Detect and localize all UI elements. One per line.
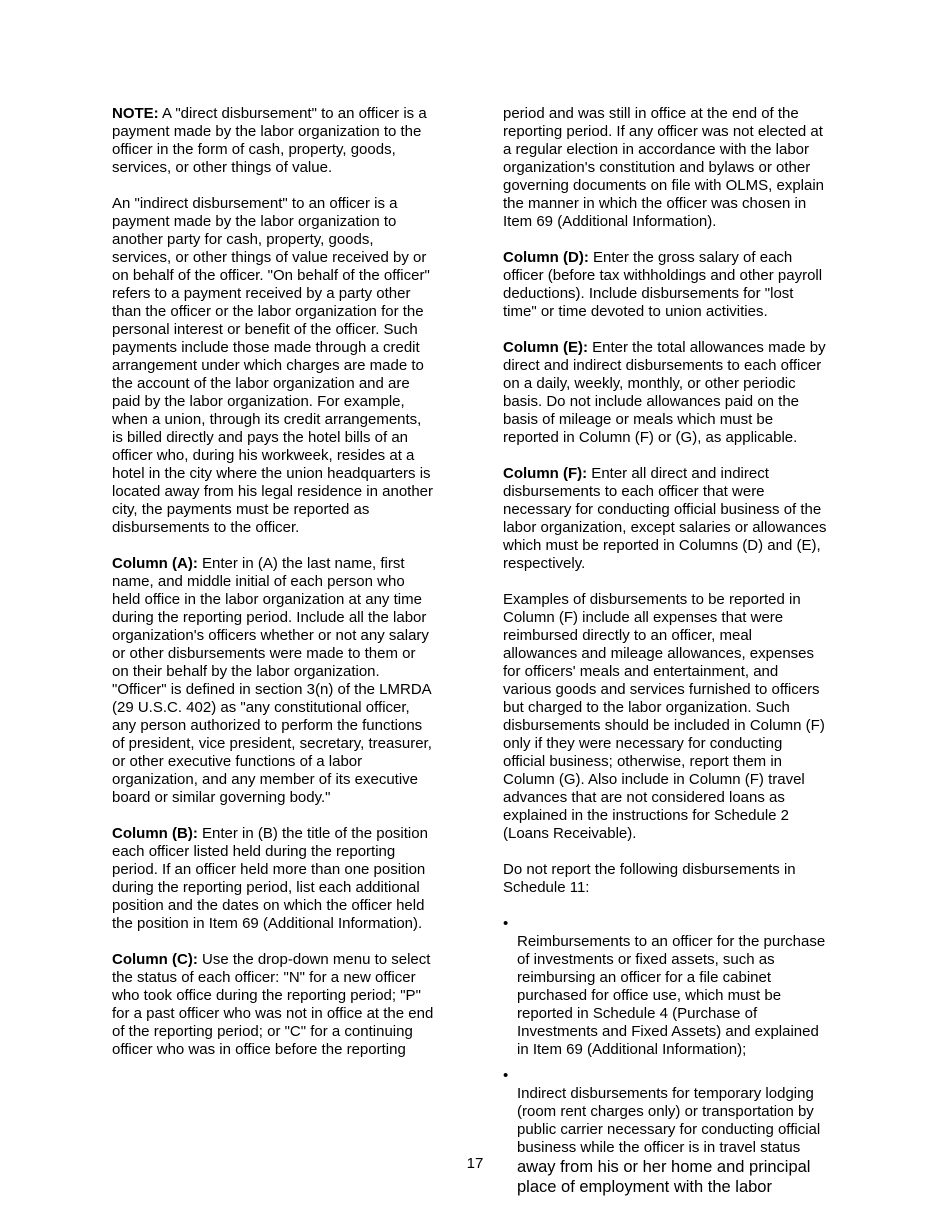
column-e-text: Enter the total allowances made by direct and indirect disbursements to each officer on a daily, weekly, monthly, or other periodic basis. Do not include allowances paid on the basis of mileage or meals which must be reported in Column (F) or (G), as applicable. bbox=[503, 339, 826, 446]
column-d-paragraph bbox=[503, 249, 841, 321]
examples-paragraph bbox=[503, 591, 841, 843]
column-c-text: Use the drop-down menu to select the status of each officer: "N" for a new officer who took office during the reporting period; "P" for a past officer who was not in office at the end of the reporting period; or "C" for a continuing officer who was in office before the reporting bbox=[112, 951, 434, 1058]
do-not-report-paragraph bbox=[503, 861, 841, 897]
note-paragraph bbox=[112, 105, 450, 177]
note-text: A "direct disbursement" to an officer is a payment made by the labor organization to the officer in the form of cash, property, goods, services, or other things of value. bbox=[112, 105, 427, 176]
left-column bbox=[112, 105, 450, 1077]
list-item bbox=[503, 915, 841, 1059]
column-a-paragraph bbox=[112, 555, 450, 807]
indirect-disbursement-text: An "indirect disbursement" to an officer is a payment made by the labor organization to another party for cash, property, goods, services, or other things of value received by or on behalf of the officer. "On behalf of the officer" refers to a payment received by a party other than the officer or the labor organization for the personal interest or benefit of the officer. Such payments include those made through a credit arrangement under which charges are made to the account of the labor organization and are paid by the labor organization. For example, when a union, through its credit arrangements, is billed directly and pays the hotel bills of an officer who, during his workweek, resides at a hotel in the city where the union headquarters is located away from his legal residence in another city, the payments must be reported as disbursements to the officer. bbox=[112, 195, 434, 536]
column-f-text: Enter all direct and indirect disbursements to each officer that were necessary for conducting official business of the labor organization, except salaries or allowances which must be reported in Columns (D) and (E), respectively. bbox=[503, 465, 827, 572]
column-e-paragraph bbox=[503, 339, 841, 447]
column-a-lead: Column (A): bbox=[112, 555, 198, 572]
column-f-paragraph bbox=[503, 465, 841, 573]
column-b-paragraph bbox=[112, 825, 450, 933]
list-item-continuation: away from his or her home and principal place of employment with the labor bbox=[517, 1158, 811, 1196]
column-f-lead: Column (F): bbox=[503, 465, 588, 482]
column-e-lead: Column (E): bbox=[503, 339, 588, 356]
column-b-lead: Column (B): bbox=[112, 825, 198, 842]
do-not-report-text: Do not report the following disbursements in Schedule 11: bbox=[503, 861, 796, 896]
column-c-continuation-text: period and was still in office at the end of the reporting period. If any officer was not elected at a regular election in accordance with the labor organization's constitution and bylaws or other governing documents on file with OLMS, explain the manner in which the officer was chosen in Item 69 (Additional Information). bbox=[503, 105, 825, 230]
column-c-continuation-paragraph bbox=[503, 105, 841, 231]
list-item-text: Indirect disbursements for temporary lodging (room rent charges only) or transportation by public carrier necessary for conducting official business while the officer is in travel status bbox=[517, 1085, 821, 1156]
note-lead: NOTE: bbox=[112, 105, 159, 122]
column-d-lead: Column (D): bbox=[503, 249, 589, 266]
right-column bbox=[503, 105, 841, 1223]
page-number: 17 bbox=[466, 1155, 484, 1172]
column-c-lead: Column (C): bbox=[112, 951, 198, 968]
bullet-icon: • bbox=[503, 1067, 509, 1084]
column-d-text: Enter the gross salary of each officer (before tax withholdings and other payroll deductions). Include disbursements for "lost time" or time devoted to union activities. bbox=[503, 249, 823, 320]
indirect-disbursement-paragraph bbox=[112, 195, 450, 537]
column-c-paragraph bbox=[112, 951, 450, 1059]
list-item bbox=[503, 1067, 841, 1215]
list-item-text: Reimbursements to an officer for the purchase of investments or fixed assets, such as reimbursing an officer for a file cabinet purchased for office use, which must be reported in Schedule 4 (Purchase of Investments and Fixed Assets) and explained in Item 69 (Additional Information); bbox=[517, 933, 826, 1058]
column-b-text: Enter in (B) the title of the position each officer listed held during the reporting period. If an officer held more than one position during the reporting period, list each additional position and the dates on which the officer held the position in Item 69 (Additional Information). bbox=[112, 825, 428, 932]
column-a-text: Enter in (A) the last name, first name, and middle initial of each person who held office in the labor organization at any time during the reporting period. Include all the labor organization's officers whether or not any salary or other disbursements were made to them or on their behalf by the labor organization. "Officer" is defined in section 3(n) of the LMRDA (29 U.S.C. 402) as "any constitutional officer, any person authorized to perform the functions of president, vice president, secretary, treasurer, or other executive functions of a labor organization, and any member of its executive board or similar governing body." bbox=[112, 555, 432, 806]
examples-text: Examples of disbursements to be reported in Column (F) include all expenses that were reimbursed directly to an officer, meal allowances and mileage allowances, expenses for officers' meals and entertainment, and various goods and services furnished to officers but charged to the labor organization. Such disbursements should be included in Column (F) only if they were necessary for conducting official business; otherwise, report them in Column (G). Also include in Column (F) travel advances that are not considered loans as explained in the instructions for Schedule 2 (Loans Receivable). bbox=[503, 591, 825, 842]
bullet-icon: • bbox=[503, 915, 509, 932]
